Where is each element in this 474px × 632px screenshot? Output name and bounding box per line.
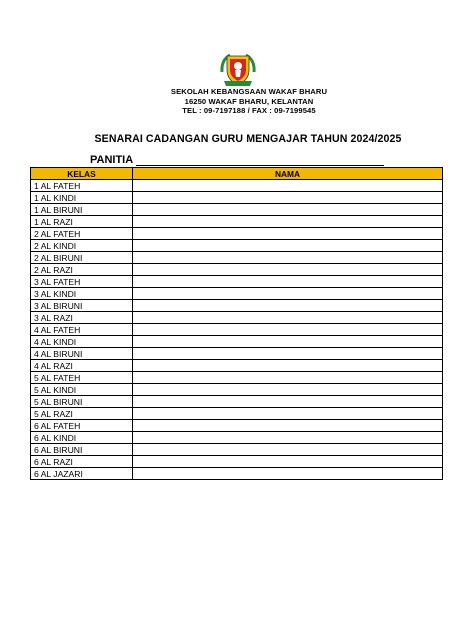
table-row: [31, 348, 443, 360]
kelas-cell: 6 AL BIRUNI: [31, 444, 133, 456]
kelas-cell: 1 AL FATEH: [31, 180, 133, 192]
table-row: [31, 456, 443, 468]
nama-cell[interactable]: [133, 216, 443, 228]
document-title: SENARAI CADANGAN GURU MENGAJAR TAHUN 2024/2025: [94, 133, 402, 145]
nama-cell[interactable]: [133, 312, 443, 324]
nama-cell[interactable]: [133, 336, 443, 348]
kelas-cell: 2 AL KINDI: [31, 240, 133, 252]
table-row: [31, 360, 443, 372]
nama-cell[interactable]: [133, 456, 443, 468]
kelas-cell: 1 AL KINDI: [31, 192, 133, 204]
table-row: [31, 276, 443, 288]
table-row: [31, 216, 443, 228]
nama-cell[interactable]: [133, 288, 443, 300]
table-row: [31, 336, 443, 348]
kelas-cell: 3 AL BIRUNI: [31, 300, 133, 312]
kelas-cell: 2 AL RAZI: [31, 264, 133, 276]
nama-cell[interactable]: [133, 240, 443, 252]
kelas-cell: 6 AL RAZI: [31, 456, 133, 468]
school-crest-icon: [218, 52, 258, 88]
nama-cell[interactable]: [133, 408, 443, 420]
kelas-cell: 2 AL BIRUNI: [31, 252, 133, 264]
table-row: [31, 228, 443, 240]
table-row: [31, 324, 443, 336]
kelas-cell: 3 AL FATEH: [31, 276, 133, 288]
nama-cell[interactable]: [133, 324, 443, 336]
table-row: [31, 264, 443, 276]
nama-cell[interactable]: [133, 360, 443, 372]
kelas-cell: 6 AL FATEH: [31, 420, 133, 432]
table-row: [31, 444, 443, 456]
school-address: 16250 WAKAF BHARU, KELANTAN: [184, 96, 314, 106]
kelas-cell: 1 AL RAZI: [31, 216, 133, 228]
table-row: [31, 372, 443, 384]
nama-cell[interactable]: [133, 276, 443, 288]
nama-cell[interactable]: [133, 252, 443, 264]
table-row: [31, 384, 443, 396]
table-row: [31, 408, 443, 420]
nama-cell[interactable]: [133, 444, 443, 456]
nama-cell[interactable]: [133, 468, 443, 480]
column-header-nama: NAMA: [133, 168, 443, 180]
nama-cell[interactable]: [133, 300, 443, 312]
school-name: SEKOLAH KEBANGSAAN WAKAF BHARU: [170, 87, 328, 96]
nama-cell[interactable]: [133, 228, 443, 240]
kelas-cell: 4 AL FATEH: [31, 324, 133, 336]
teacher-table: [30, 167, 443, 480]
kelas-cell: 5 AL RAZI: [31, 408, 133, 420]
table-row: [31, 396, 443, 408]
nama-cell[interactable]: [133, 204, 443, 216]
nama-cell[interactable]: [133, 372, 443, 384]
kelas-cell: 3 AL KINDI: [31, 288, 133, 300]
nama-cell[interactable]: [133, 264, 443, 276]
table-row: [31, 468, 443, 480]
kelas-cell: 2 AL FATEH: [31, 228, 133, 240]
nama-cell[interactable]: [133, 348, 443, 360]
table-row: [31, 432, 443, 444]
column-header-kelas: KELAS: [31, 168, 133, 180]
school-header: [0, 87, 474, 116]
nama-cell[interactable]: [133, 180, 443, 192]
kelas-cell: 4 AL BIRUNI: [31, 348, 133, 360]
kelas-cell: 4 AL RAZI: [31, 360, 133, 372]
panitia-field[interactable]: [136, 165, 384, 166]
kelas-cell: 6 AL KINDI: [31, 432, 133, 444]
kelas-cell: 3 AL RAZI: [31, 312, 133, 324]
kelas-cell: 4 AL KINDI: [31, 336, 133, 348]
table-row: [31, 252, 443, 264]
table-row: [31, 300, 443, 312]
nama-cell[interactable]: [133, 192, 443, 204]
table-header-row: [31, 168, 443, 180]
nama-cell[interactable]: [133, 420, 443, 432]
kelas-cell: 5 AL FATEH: [31, 372, 133, 384]
table-row: [31, 204, 443, 216]
kelas-cell: 6 AL JAZARI: [31, 468, 133, 480]
table-row: [31, 192, 443, 204]
kelas-cell: 1 AL BIRUNI: [31, 204, 133, 216]
nama-cell[interactable]: [133, 384, 443, 396]
table-row: [31, 288, 443, 300]
school-contact: TEL : 09-7197188 / FAX : 09-7199545: [182, 106, 316, 116]
panitia-label: PANITIA: [90, 154, 134, 166]
table-row: [31, 420, 443, 432]
table-row: [31, 240, 443, 252]
table-row: [31, 180, 443, 192]
kelas-cell: 5 AL KINDI: [31, 384, 133, 396]
kelas-cell: 5 AL BIRUNI: [31, 396, 133, 408]
nama-cell[interactable]: [133, 396, 443, 408]
table-row: [31, 312, 443, 324]
nama-cell[interactable]: [133, 432, 443, 444]
